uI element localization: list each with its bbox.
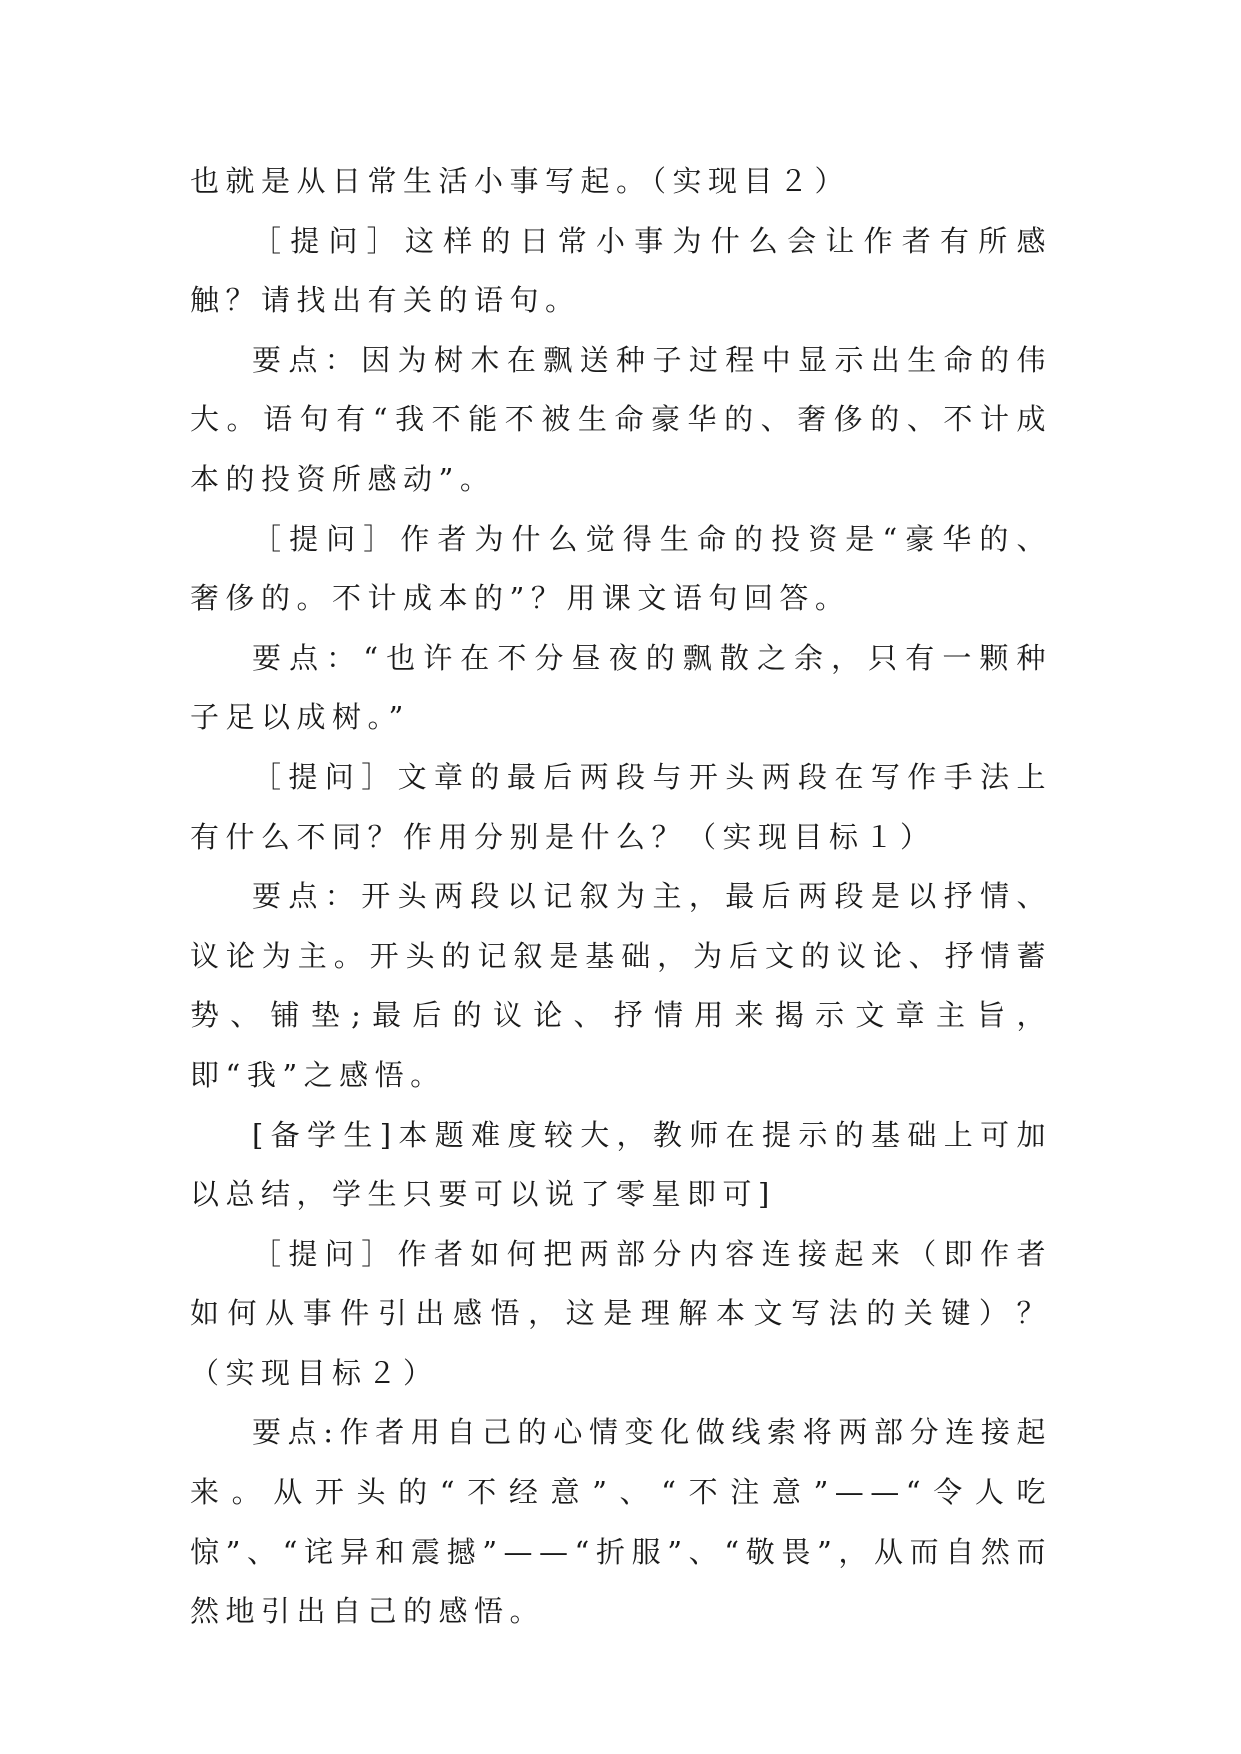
paragraph-10: 要点:作者用自己的心情变化做线索将两部分连接起来。从开头的“不经意”、“不注意”——“令人吃惊”、“诧异和震撼”——“折服”、“敬畏”，从而自然而然地引出自己的感悟。 [190, 1415, 1052, 1629]
paragraph-1: 也就是从日常生活小事写起。（实现目２） [190, 164, 851, 198]
document-page [190, 152, 1052, 1642]
paragraph-6: ［提问］文章的最后两段与开头两段在写作手法上有什么不同？作用分别是什么？（实现目标１） [190, 759, 1052, 854]
paragraph-9: ［提问］作者如何把两部分内容连接起来（即作者如何从事件引出感悟，这是理解本文写法的关键）？（实现目标２） [190, 1236, 1052, 1390]
paragraph-2: ［提问］这样的日常小事为什么会让作者有所感触？请找出有关的语句。 [190, 223, 1052, 318]
paragraph-4: ［提问］作者为什么觉得生命的投资是“豪华的、奢侈的。不计成本的”？用课文语句回答。 [190, 521, 1052, 616]
paragraph-5: 要点：“也许在不分昼夜的飘散之余，只有一颗种子足以成树。” [190, 640, 1052, 735]
paragraph-8: [备学生]本题难度较大，教师在提示的基础上可加以总结，学生只要可以说了零星即可] [190, 1117, 1052, 1212]
paragraph-7: 要点：开头两段以记叙为主，最后两段是以抒情、议论为主。开头的记叙是基础，为后文的议论、抒情蓄势、铺垫;最后的议论、抒情用来揭示文章主旨，即“我”之感悟。 [190, 879, 1052, 1092]
paragraph-3: 要点：因为树木在飘送种子过程中显示出生命的伟大。语句有“我不能不被生命豪华的、奢侈的、不计成本的投资所感动”。 [190, 342, 1052, 496]
